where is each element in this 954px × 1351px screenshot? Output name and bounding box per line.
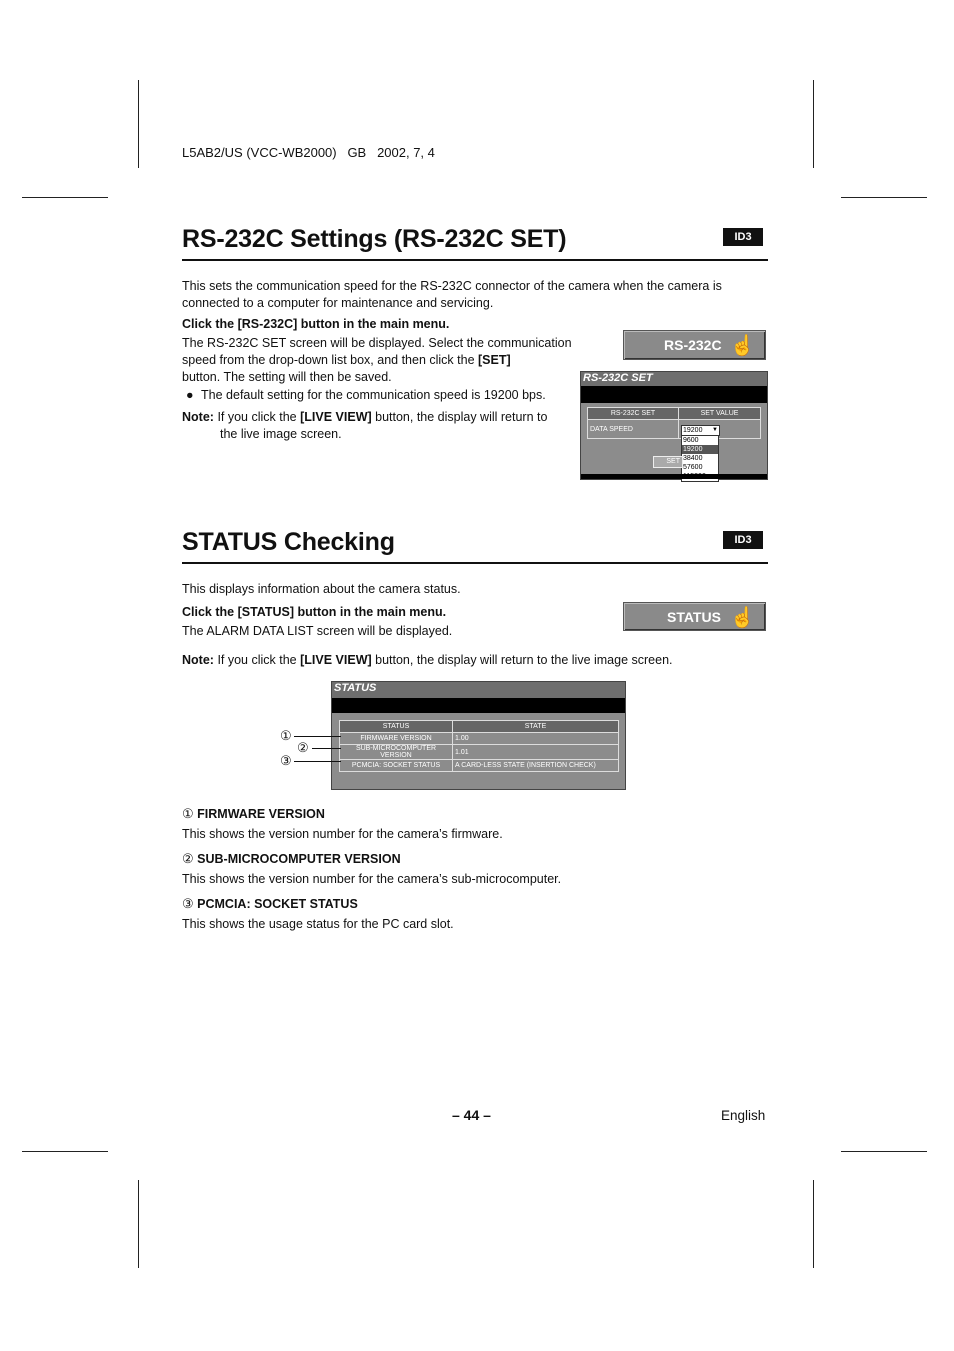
hand-pointer-icon: ☝ — [730, 335, 755, 357]
bullet-item — [186, 387, 546, 404]
callout-3: ③ — [280, 753, 292, 768]
note-label: Note: — [182, 410, 214, 424]
screen-bar — [332, 698, 625, 713]
table-cell: 1.00 — [453, 733, 619, 745]
crop-mark — [841, 197, 927, 198]
note — [182, 652, 673, 669]
hand-pointer-icon: ☝ — [730, 607, 755, 629]
table-row — [340, 760, 619, 772]
item-number: ③ — [182, 896, 194, 911]
callout-2: ② — [297, 740, 309, 755]
page-number: – 44 – — [452, 1107, 491, 1123]
set-button[interactable]: SET — [653, 456, 683, 468]
item-desc: This shows the usage status for the PC card slot. — [182, 917, 454, 931]
item-title: SUB-MICROCOMPUTER VERSION — [197, 852, 401, 866]
dropdown-option[interactable]: 57600 — [683, 464, 703, 471]
crop-mark — [841, 1151, 927, 1152]
note-label: Note: — [182, 653, 214, 667]
title-rule — [182, 259, 768, 261]
body-line: button. The setting will then be saved. — [182, 370, 392, 384]
dropdown-option[interactable]: 9600 — [683, 437, 699, 444]
title-rule — [182, 562, 768, 564]
note-text-post: button, the display will return to the live image screen. — [371, 653, 673, 667]
intro-line: This sets the communication speed for the RS-232C connector of the camera when the camera is — [182, 279, 722, 293]
note — [182, 409, 582, 443]
table-header-cell: RS-232C SET — [588, 408, 679, 420]
item-title: FIRMWARE VERSION — [197, 807, 325, 821]
note-line: the live image screen. — [220, 427, 342, 441]
language-label: English — [721, 1108, 766, 1123]
table-header-cell: SET VALUE — [679, 408, 761, 420]
select-value: 19200 — [683, 427, 703, 434]
chevron-down-icon: ▼ — [712, 427, 718, 433]
note-bold: [LIVE VIEW] — [300, 653, 372, 667]
instruction: Click the [STATUS] button in the main menu. — [182, 605, 447, 619]
body-line-bold: [SET] — [478, 353, 511, 367]
doc-header: L5AB2/US (VCC-WB2000) GB 2002, 7, 4 — [182, 145, 435, 160]
table-header — [340, 721, 619, 733]
note-text-post: button, the display will return to — [371, 410, 548, 424]
callout-1: ① — [280, 728, 292, 743]
table-row — [588, 420, 761, 439]
intro-line: connected to a computer for maintenance and servicing. — [182, 296, 494, 310]
instruction: Click the [RS-232C] button in the main menu. — [182, 317, 450, 331]
crop-mark — [813, 80, 814, 168]
crop-mark — [138, 1180, 139, 1268]
table-cell: A CARD-LESS STATE (INSERTION CHECK) — [453, 760, 619, 772]
note-text — [217, 410, 547, 424]
body-text — [182, 335, 592, 386]
section-title: RS-232C Settings (RS-232C SET) — [182, 225, 567, 253]
body-line — [182, 352, 592, 369]
note-bold: [LIVE VIEW] — [300, 410, 372, 424]
body-text: The ALARM DATA LIST screen will be displayed. — [182, 624, 453, 638]
id-badge: ID3 — [723, 228, 763, 246]
crop-mark — [813, 1180, 814, 1268]
table-cell: SUB-MICROCOMPUTER VERSION — [340, 745, 453, 760]
note-text-pre: If you click the — [217, 653, 301, 667]
note-text-pre: If you click the — [217, 410, 301, 424]
screen-bottom-bar — [581, 474, 767, 479]
button-label: STATUS — [667, 609, 721, 625]
item-1 — [182, 805, 503, 843]
id-badge: ID3 — [723, 531, 763, 549]
item-number: ① — [182, 806, 194, 821]
table-header-cell: STATUS — [340, 721, 453, 733]
rs232c-set-screen — [580, 371, 768, 480]
settings-table — [587, 407, 761, 439]
item-3 — [182, 895, 454, 933]
intro-text: This displays information about the camera status. — [182, 582, 461, 596]
dropdown-option[interactable]: 19200 — [682, 445, 718, 454]
crop-mark — [22, 197, 108, 198]
body-line-text: speed from the drop-down list box, and then click the — [182, 353, 478, 367]
callout-line — [294, 736, 341, 737]
intro-text — [182, 278, 772, 312]
table-row — [340, 745, 619, 760]
screen-bar — [581, 386, 767, 403]
item-number: ② — [182, 851, 194, 866]
table-cell: 1.01 — [453, 745, 619, 760]
item-heading — [182, 850, 561, 868]
item-2 — [182, 850, 561, 888]
item-heading — [182, 895, 454, 913]
table-cell: PCMCIA: SOCKET STATUS — [340, 760, 453, 772]
table-header-cell: STATE — [453, 721, 619, 733]
table-cell: FIRMWARE VERSION — [340, 733, 453, 745]
dropdown-option[interactable]: 38400 — [683, 455, 703, 462]
screen-title: STATUS — [332, 682, 625, 698]
item-title: PCMCIA: SOCKET STATUS — [197, 897, 358, 911]
section-title: STATUS Checking — [182, 528, 395, 556]
table-row — [340, 733, 619, 745]
bullet-icon: ● — [186, 388, 194, 402]
status-screen — [331, 681, 626, 790]
crop-mark — [138, 80, 139, 168]
item-heading — [182, 805, 503, 823]
body-line: The RS-232C SET screen will be displayed. Select the communication — [182, 336, 572, 350]
rs232c-menu-button[interactable] — [623, 330, 766, 360]
screen-title: RS-232C SET — [581, 372, 767, 386]
status-table — [339, 720, 619, 772]
callout-line — [312, 748, 341, 749]
status-menu-button[interactable] — [623, 602, 766, 631]
callout-line — [294, 761, 341, 762]
item-desc: This shows the version number for the camera’s firmware. — [182, 827, 503, 841]
crop-mark — [22, 1151, 108, 1152]
bullet-text: The default setting for the communication speed is 19200 bps. — [201, 388, 546, 402]
row-label: DATA SPEED — [588, 420, 679, 439]
table-header — [588, 408, 761, 420]
button-label: RS-232C — [664, 337, 722, 353]
item-desc: This shows the version number for the camera’s sub-microcomputer. — [182, 872, 562, 886]
